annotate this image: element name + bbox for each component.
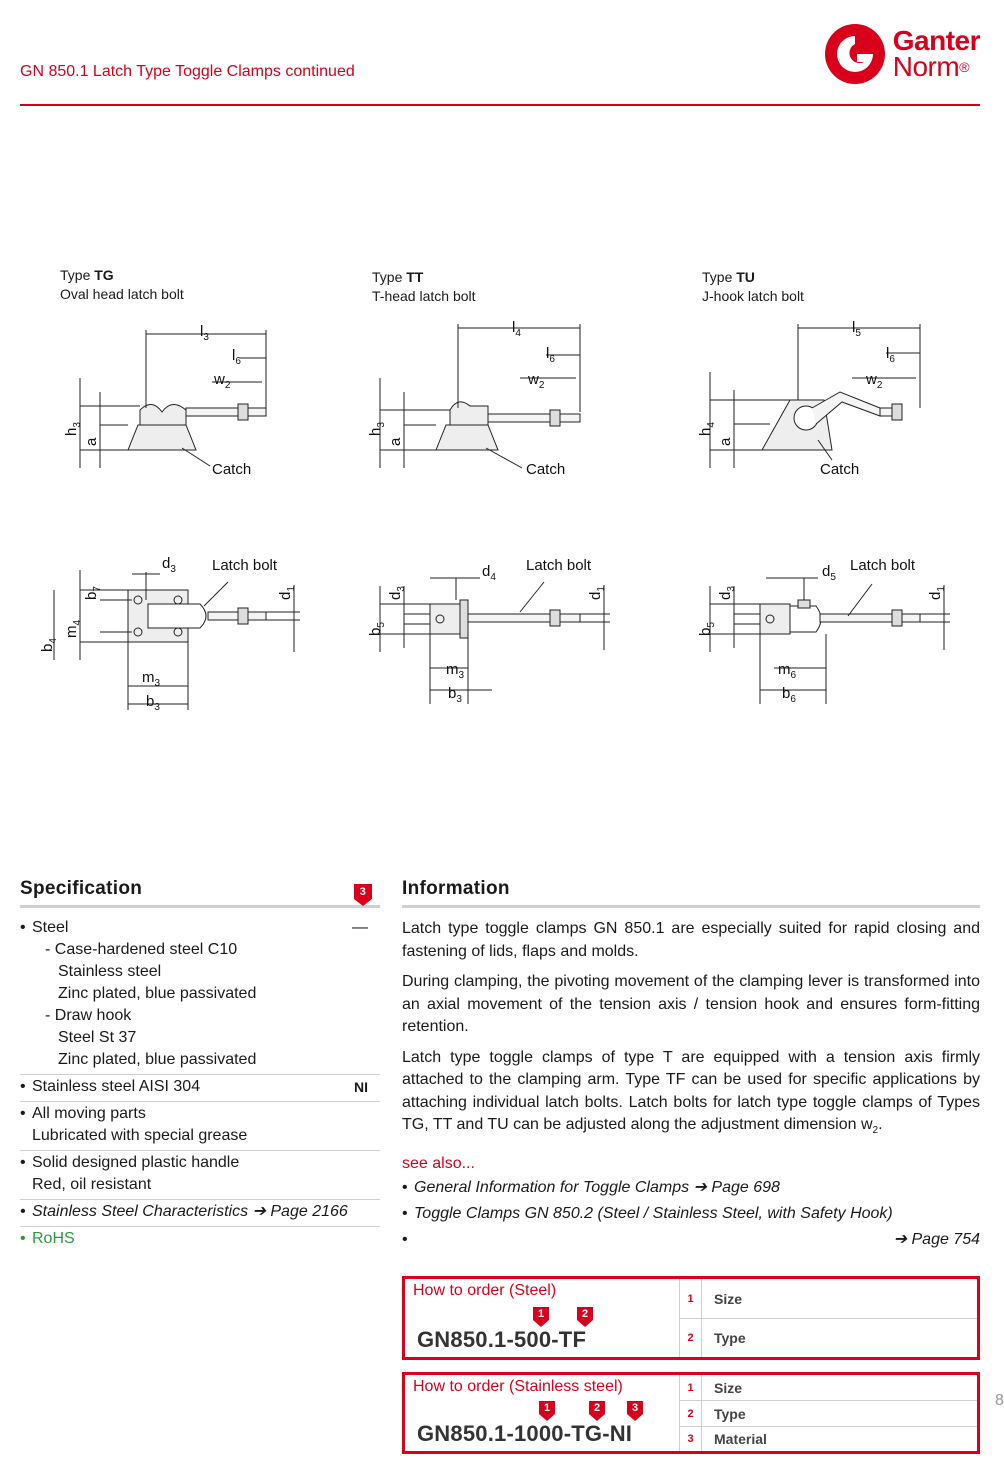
svg-text:b5: $b_5$ [697, 622, 717, 636]
svg-text:d5: $d_5$ [822, 563, 836, 583]
svg-text:l6: $l_6$ [232, 347, 241, 367]
svg-text:w2: $w_2$ [866, 371, 883, 391]
order-stainless-title: How to order (Stainless steel) [413, 1378, 623, 1395]
svg-text:a: a [83, 437, 100, 446]
svg-text:a: a [717, 437, 734, 446]
latch-bolt-label-tu: Latch bolt [850, 557, 916, 574]
order-stainless-row-size: 1 Size [680, 1375, 977, 1401]
logo-line-1: Ganter [892, 25, 980, 56]
order-stainless-code: GN850.1-1000-TG-NI [417, 1421, 633, 1446]
ganter-logo-icon [823, 22, 887, 86]
type-tu-label: Type TU J-hook latch bolt [702, 269, 804, 304]
order-steel-row-size: 1 Size [680, 1279, 977, 1319]
tu-top-view [710, 578, 950, 704]
tg-side-view [80, 330, 266, 468]
see-also-link-gn8502[interactable]: • Toggle Clamps GN 850.2 (Steel / Stainless Steel, with Safety Hook) [402, 1201, 980, 1227]
order-steel-box [402, 1276, 980, 1360]
order-stainless-pin-2: 2 [589, 1401, 605, 1421]
page-number: 8 [995, 1392, 1004, 1409]
type-tg-label: Type TG Oval head latch bolt [60, 267, 184, 302]
spec-item-handle: • Solid designed plastic handle Red, oil resistant [20, 1151, 380, 1200]
logo-line-2: Norm [892, 51, 960, 82]
type-tt-label: Type TT T-head latch bolt [372, 269, 476, 304]
order-steel-title: How to order (Steel) [413, 1282, 557, 1299]
order-stainless-box [402, 1372, 980, 1454]
svg-text:b3: $b_3$ [146, 693, 160, 713]
svg-text:b4: $b_4$ [39, 638, 59, 652]
svg-text:d1: $d_1$ [587, 586, 607, 600]
order-stainless-row-type: 2 Type [680, 1401, 977, 1427]
svg-text:a: a [387, 437, 404, 446]
spec-item-stainless-characteristics-link[interactable]: • Stainless Steel Characteristics ➔ Page 2166 [20, 1200, 380, 1227]
latch-bolt-label-tt: Latch bolt [526, 557, 592, 574]
svg-text:l5: $l_5$ [852, 319, 861, 339]
order-steel-pin-1: 1 [533, 1307, 549, 1327]
tt-side-view [380, 324, 580, 468]
svg-text:m4: $m_4$ [63, 619, 83, 638]
catch-label-tu: Catch [820, 461, 860, 478]
svg-text:h4: $h_4$ [697, 422, 717, 436]
see-also-label: see also... [402, 1154, 475, 1172]
specification-section [20, 878, 380, 1253]
specification-heading: Specification 3 [20, 878, 380, 908]
spec-item-steel: • Steel — - Case-hardened steel C10 Stainless steel Zinc plated, blue passivated - Draw hook Steel St 37 Zinc plated, blue passivated [20, 916, 380, 1075]
svg-text:b5: $b_5$ [367, 622, 387, 636]
ganter-norm-logo [823, 22, 980, 86]
svg-text:d3: $d_3$ [717, 586, 737, 600]
svg-text:w2: $w_2$ [214, 371, 231, 391]
spec-item-stainless: • Stainless steel AISI 304 NI [20, 1075, 380, 1102]
latch-bolt-label-tg: Latch bolt [212, 557, 278, 574]
spec-item-moving-parts: • All moving parts Lubricated with special grease [20, 1102, 380, 1151]
svg-text:l6: $l_6$ [546, 345, 555, 365]
svg-text:h3: $h_3$ [367, 422, 387, 436]
order-stainless-pin-3: 3 [627, 1401, 643, 1421]
svg-text:b3: $b_3$ [448, 685, 462, 705]
tt-top-view [380, 578, 610, 704]
see-also-link-gn8502-page[interactable]: • ➔ Page 754 [402, 1227, 980, 1253]
order-stainless-pin-1: 1 [539, 1401, 555, 1421]
info-paragraph-2: During clamping, the pivoting movement of the clamping lever is transformed into an axial movement of the tension axis / tension hook and ensures form-fitting retention. [402, 973, 980, 1035]
svg-text:b7: $b_7$ [83, 586, 103, 600]
svg-text:d4: $d_4$ [482, 563, 496, 583]
spec-item-rohs: • RoHS [20, 1227, 380, 1253]
order-stainless-row-material: 3 Material [680, 1427, 977, 1451]
svg-text:d1: $d_1$ [927, 586, 947, 600]
tg-top-view [54, 570, 300, 710]
svg-text:m3: $m_3$ [446, 661, 465, 681]
order-steel-row-type: 2 Type [680, 1319, 977, 1357]
specification-badge: 3 [354, 884, 372, 906]
technical-drawings [0, 300, 1000, 720]
svg-text:l6: $l_6$ [886, 345, 895, 365]
svg-text:m6: $m_6$ [778, 661, 797, 681]
svg-text:d3: $d_3$ [162, 555, 176, 575]
catch-label-tt: Catch [526, 461, 566, 478]
registered-mark: ® [959, 59, 970, 75]
svg-text:l4: $l_4$ [512, 319, 521, 339]
info-paragraph-1: Latch type toggle clamps GN 850.1 are especially suited for rapid closing and fastening of lids, flaps and molds. [402, 920, 980, 960]
order-steel-pin-2: 2 [577, 1307, 593, 1327]
catch-label-tg: Catch [212, 461, 252, 478]
svg-text:d1: $d_1$ [277, 586, 297, 600]
svg-text:d3: $d_3$ [387, 586, 407, 600]
see-also-link-general[interactable]: • General Information for Toggle Clamps ➔ Page 698 [402, 1175, 980, 1201]
information-section [402, 878, 980, 1253]
svg-text:h3: $h_3$ [63, 422, 83, 436]
svg-text:l3: $l_3$ [200, 323, 209, 343]
svg-text:m3: $m_3$ [142, 669, 161, 689]
info-paragraph-3: Latch type toggle clamps of type T are equipped with a tension axis firmly attached to the clamping arm. Type TF can be used for specific applications by attaching individual latch bolts. Latch bolts for latch type toggle clamps of Types TG, TT and TU can be adjusted along the adjustment dimension $w_2$. [402, 1048, 980, 1137]
page-header [20, 0, 980, 106]
information-heading: Information [402, 878, 980, 908]
svg-text:b6: $b_6$ [782, 685, 796, 705]
page-title: GN 850.1 Latch Type Toggle Clamps continued [20, 63, 355, 80]
svg-text:w2: $w_2$ [528, 371, 545, 391]
order-steel-code: GN850.1-500-TF [417, 1327, 587, 1352]
